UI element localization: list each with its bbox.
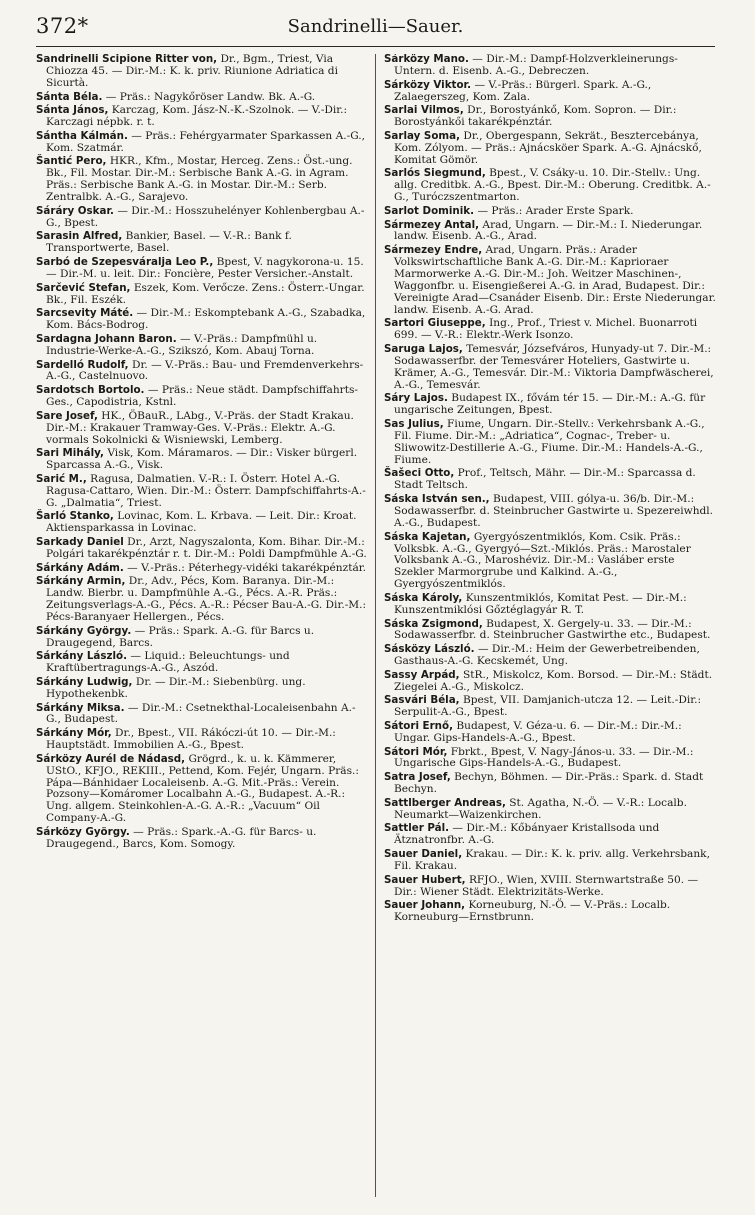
- entry-name: Sarlai Vilmos,: [384, 104, 464, 117]
- directory-entry: [384, 245, 717, 316]
- directory-entry: [384, 220, 717, 244]
- entry-details: — V.-Präs.: Dampfmühl u. Industrie-Werke-A.-G., Szikszó, Kom. Abauj Torna.: [46, 332, 318, 357]
- entry-name: Sartori Giuseppe,: [384, 317, 486, 330]
- entry-details: Fiume, Ungarn. Dir.-Stellv.: Verkehrsbank A.-G., Fil. Fiume. Dir.-M.: „Adriatica“, Cognac-, Treber- u. Sliwowitz-Destillerie A.-G., Fiume. Dir.-M.: Handels-A.-G., Fiume.: [394, 418, 705, 466]
- directory-entry: [384, 721, 717, 745]
- entry-name: Sauer Daniel,: [384, 848, 463, 861]
- entry-details: Ragusa, Dalmatien. V.-R.: I. Österr. Hotel A.-G. Ragusa-Cattaro, Wien. Dir.-M.: Österr. Dampfschiffahrts-A.-G. „Dalmatia“, Triest.: [46, 472, 366, 509]
- entry-name: Sasvári Béla,: [384, 694, 460, 707]
- entry-details: Budapest IX., fővám tér 15. — Dir.-M.: A.-G. für ungarische Zeitungen, Bpest.: [394, 392, 706, 417]
- directory-entry: [36, 703, 369, 727]
- directory-entry: [384, 875, 717, 899]
- entry-details: — Dir.-M.: Dampf-Holzverkleinerungs-Untern. d. Eisenb. A.-G., Debreczen.: [394, 54, 678, 77]
- directory-entry: [36, 411, 369, 447]
- entry-details: — Liquid.: Beleuchtungs- und Kraftübertragungs-A.-G., Aszód.: [46, 650, 290, 675]
- entry-details: — Präs.: Arader Erste Spark.: [477, 204, 634, 217]
- entry-name: Saruga Lajos,: [384, 343, 463, 356]
- entry-name: Sárközy Viktor.: [384, 78, 472, 91]
- entry-name: Sas Julius,: [384, 418, 444, 431]
- directory-entry: [36, 626, 369, 650]
- directory-entry: [36, 474, 369, 510]
- entry-name: Šarló Stanko,: [36, 510, 114, 523]
- directory-entry: [384, 823, 717, 847]
- entry-name: Sandrinelli Scipione Ritter von,: [36, 54, 218, 65]
- directory-entry: [384, 318, 717, 342]
- entry-name: Sáráry Oskar.: [36, 204, 114, 217]
- entry-details: Budapest, V. Géza-u. 6. — Dir.-M.: Dir.-M.: Ungar. Gips-Handels-A.-G., Bpest.: [394, 719, 682, 744]
- entry-details: Budapest, X. Gergely-u. 33. — Dir.-M.: Sodawasserfbr. d. Steinbrucher Gastwirthe etc., Budapest.: [394, 617, 711, 642]
- header-rule: [36, 46, 715, 47]
- directory-entry: [384, 695, 717, 719]
- entry-name: Sárkány Mór,: [36, 727, 112, 740]
- directory-entry: [384, 419, 717, 467]
- entry-name: Sari Mihály,: [36, 447, 104, 460]
- entry-details: — Dir.-M.: Heim der Gewerbetreibenden, Gasthaus-A.-G. Kecskemét, Ung.: [394, 643, 700, 668]
- directory-entry: [384, 900, 717, 924]
- directory-entry: [384, 494, 717, 530]
- entry-name: Sáry Lajos.: [384, 392, 448, 405]
- entry-name: Sánta Béla.: [36, 90, 103, 103]
- directory-entry: [36, 92, 369, 104]
- entry-name: Sarić M.,: [36, 472, 87, 485]
- running-head: Sandrinelli—Sauer.: [287, 16, 464, 37]
- directory-entry: [384, 532, 717, 592]
- directory-entry: [36, 334, 369, 358]
- entry-details: Bpest., V. Csáky-u. 10. Dir.-Stellv.: Ung. allg. Creditbk. A.-G., Bpest. Dir.-M.: Oberung. Creditbk. A.-G., Turóczszentmarton.: [394, 167, 711, 204]
- entry-details: Dr., Adv., Pécs, Kom. Baranya. Dir.-M.: Landw. Bierbr. u. Dampfmühle A.-G., Pécs. A.-R. Präs.: Zeitungsverlags-A.-G., Pécs. A.-R.: Pécser Bau-A.-G. Dir.-M.: Pécs-Baranyaer Hellergen., Pécs.: [46, 575, 367, 624]
- entry-name: Sásközy László.: [384, 643, 475, 656]
- entry-name: Sarcsevity Máté.: [36, 307, 134, 320]
- directory-entry: [36, 448, 369, 472]
- entry-name: Sáska Károly,: [384, 591, 463, 604]
- entry-details: Bpest, VII. Damjanich-utcza 12. — Leit.-Dir.: Serpulit-A.-G., Bpest.: [394, 694, 702, 719]
- entry-name: Sauer Johann,: [384, 899, 466, 912]
- entry-name: Sárközy György.: [36, 826, 130, 838]
- page-header: [36, 14, 715, 44]
- entry-details: Dr., Arzt, Nagyszalonta, Kom. Bihar. Dir.-M.: Polgári takarékpénztár r. t. Dir.-M.: Poldi Dampfmühle A.-G.: [46, 535, 367, 560]
- directory-entry: [384, 849, 717, 873]
- entry-name: Sare Josef,: [36, 409, 98, 422]
- entry-details: Krakau. — Dir.: K. k. priv. allg. Verkehrsbank, Fil. Krakau.: [394, 848, 710, 872]
- entry-name: Sarčević Stefan,: [36, 281, 131, 294]
- entry-details: — Dir.-M.: Kőbányaer Kristallsoda und Ätznatronfbr. A.-G.: [394, 822, 660, 847]
- entry-details: Grögrd., k. u. k. Kämmerer, UStO., KFJO., REKIII., Pettend, Kom. Fejér, Ungarn. Präs.: Pápa—Bánhidaer Localeisenb. A.-G. Mit.-Präs.: Verein. Pozsony—Komáromer Localbahn A.-G., Budapest. A.-R.: Ung. allgem. Steinkohlen-A.-G. A.-R.: „Vacuum“ Oil Company-A.-G.: [46, 752, 359, 825]
- entry-details: Dr. — V.-Präs.: Bau- und Fremdenverkehrs-A.-G., Castelnuovo.: [46, 358, 364, 383]
- entry-name: Sáska István sen.,: [384, 493, 490, 506]
- entry-details: — Präs.: Spark. A.-G. für Barcs u. Draugegend, Barcs.: [46, 624, 315, 649]
- entry-name: Sassy Arpád,: [384, 668, 460, 681]
- entry-details: Korneuburg, N.-Ö. — V.-Präs.: Localb. Korneuburg—Ernstbrunn.: [394, 899, 671, 924]
- directory-entry: [384, 131, 717, 167]
- directory-entry: [36, 677, 369, 701]
- entry-details: Temesvár, Józsefváros, Hunyady-ut 7. Dir.-M.: Sodawasserfbr. der Temesvárer Hoteliers, Gastwirte u. Krämer, A.-G., Temesvár. Dir.-M.: Viktoria Dampfwäscherei, A.-G., Temesvár.: [394, 343, 714, 391]
- directory-entry: [36, 156, 369, 204]
- entry-details: — Dir.-M.: Hosszuhelényer Kohlenbergbau A.-G., Bpest.: [46, 204, 365, 229]
- entry-details: — Dir.-M.: Eskomptebank A.-G., Szabadka, Kom. Bács-Bodrog.: [46, 307, 366, 332]
- directory-entry: [36, 257, 369, 281]
- directory-entry: [36, 54, 369, 90]
- entry-details: Arad, Ungarn. Präs.: Arader Volkswirtschaftliche Bank A.-G. Dir.-M.: Kaprioraer Marmorwerke A.-G. Dir.-M.: Joh. Weitzer Maschinen-, Waggonfbr. u. Eisengießerei A.-G. in Arad, Budapest. Dir.: Vereinigte Arad—Csanáder Eisenb. Dir.: Erste Niederungar. landw. Eisenb. A.-G. Arad.: [394, 244, 716, 316]
- directory-entry: [384, 468, 717, 492]
- entry-details: Ing., Prof., Triest v. Michel. Buonarroti 699. — V.-R.: Elektr.-Werk Isonzo.: [394, 317, 698, 342]
- entry-details: — Präs.: Nagykőröser Landw. Bk. A.-G.: [105, 90, 316, 103]
- directory-entry: [36, 283, 369, 307]
- directory-entry: [384, 798, 717, 822]
- directory-entry: [36, 308, 369, 332]
- entry-name: Sardagna Johann Baron.: [36, 332, 177, 345]
- entry-details: HK., ÖBauR., LAbg., V.-Präs. der Stadt Krakau. Dir.-M.: Krakauer Tramway-Ges. V.-Präs.: Elektr. A.-G. vormals Sokolnicki & Wisniewski, Lemberg.: [46, 409, 354, 446]
- entry-details: Dr. — Dir.-M.: Siebenbürg. ung. Hypothekenbk.: [46, 675, 306, 700]
- entry-name: Šašeci Otto,: [384, 467, 455, 480]
- entry-details: Gyergyószentmiklós, Kom. Csik. Präs.: Volksbk. A.-G., Gyergyó—Szt.-Miklós. Präs.: Marostaler Volksbank A.-G., Maroshéviz. Dir.-M.: Vasláber erste Szekler Marmorgrube und Kalkind. A.-G., Gyergyószentmiklós.: [394, 530, 691, 591]
- directory-entry: [384, 619, 717, 643]
- entry-details: St. Agatha, N.-Ö. — V.-R.: Localb. Neumarkt—Waizenkirchen.: [394, 796, 687, 821]
- left-column: [36, 54, 376, 1197]
- entry-details: Budapest, VIII. gólya-u. 36/b. Dir.-M.: Sodawasserfbr. d. Steinbrucher Gastwirte u. Spezereiwhdl. A.-G., Budapest.: [394, 493, 714, 529]
- entry-details: Lovinac, Kom. L. Krbava. — Leit. Dir.: Kroat. Aktiensparkassa in Lovinac.: [46, 510, 357, 535]
- entry-details: Kunszentmiklós, Komitat Pest. — Dir.-M.: Kunszentmiklósi Gőztéglagyár R. T.: [394, 591, 687, 616]
- entry-name: Sárkány László.: [36, 650, 128, 663]
- directory-columns: [36, 54, 717, 1197]
- directory-entry: [36, 105, 369, 129]
- directory-entry: [384, 54, 717, 78]
- entry-name: Sattlberger Andreas,: [384, 796, 506, 809]
- entry-name: Sátori Ernő,: [384, 719, 453, 732]
- directory-entry: [36, 231, 369, 255]
- directory-entry: [36, 537, 369, 561]
- entry-name: Sarasin Alfred,: [36, 230, 123, 243]
- entry-name: Sáska Kajetan,: [384, 530, 471, 543]
- directory-entry: [384, 772, 717, 796]
- entry-name: Sántha Kálmán.: [36, 129, 128, 142]
- directory-entry: [36, 360, 369, 384]
- page-number: 372*: [36, 14, 89, 38]
- directory-entry: [36, 385, 369, 409]
- directory-entry: [384, 670, 717, 694]
- entry-name: Sauer Hubert,: [384, 873, 466, 886]
- entry-details: Dr., Borostyánkő, Kom. Sopron. — Dir.: Borostyánkői takarékpénztár.: [394, 104, 677, 129]
- entry-name: Sáska Zsigmond,: [384, 617, 483, 630]
- directory-entry: [384, 593, 717, 617]
- entry-details: StR., Miskolcz, Kom. Borsod. — Dir.-M.: Städt. Ziegelei A.-G., Miskolcz.: [394, 668, 713, 693]
- directory-entry: [36, 576, 369, 624]
- directory-entry: [384, 393, 717, 417]
- entry-details: Dr., Obergespann, Sekrät., Besztercebánya, Kom. Zólyom. — Präs.: Ajnácsköer Spark. A.-G. Ajnácskő, Komitat Gömör.: [394, 129, 702, 166]
- entry-name: Sánta János,: [36, 104, 109, 117]
- directory-entry: [36, 754, 369, 825]
- entry-name: Sárkány György.: [36, 624, 132, 637]
- directory-entry: [36, 511, 369, 535]
- directory-entry: [384, 344, 717, 392]
- entry-name: Sármezey Antal,: [384, 218, 480, 231]
- entry-name: Sarkady Daniel: [36, 535, 124, 548]
- entry-details: — Dir.-M.: Csetnekthal-Localeisenbahn A.-G., Budapest.: [46, 701, 356, 726]
- directory-entry: [36, 206, 369, 230]
- entry-name: Sarlós Siegmund,: [384, 167, 486, 180]
- entry-name: Sárközy Aurél de Nádasd,: [36, 752, 186, 765]
- entry-details: Bankier, Basel. — V.-R.: Bank f. Transportwerte, Basel.: [46, 230, 292, 255]
- entry-details: Eszek, Kom. Verőcze. Zens.: Österr.-Ungar. Bk., Fil. Eszék.: [46, 281, 365, 306]
- entry-details: Dr., Bpest., VII. Rákóczi-út 10. — Dir.-M.: Hauptstädt. Immobilien A.-G., Bpest.: [46, 727, 336, 752]
- entry-details: Prof., Teltsch, Mähr. — Dir.-M.: Sparcassa d. Stadt Teltsch.: [394, 467, 696, 492]
- directory-entry: [384, 105, 717, 129]
- entry-name: Šantić Pero,: [36, 155, 107, 168]
- directory-entry: [384, 206, 717, 218]
- directory-entry: [36, 728, 369, 752]
- entry-name: Sarbó de Szepesváralja Leo P.,: [36, 256, 214, 269]
- entry-details: — Präs.: Spark.-A.-G. für Barcs- u. Draugegend., Barcs, Kom. Somogy.: [46, 826, 317, 850]
- entry-details: Karczag, Kom. Jász-N.-K.-Szolnok. — V.-Dir.: Karczagi népbk. r. t.: [46, 104, 348, 129]
- entry-name: Sardelló Rudolf,: [36, 358, 129, 371]
- directory-entry: [36, 563, 369, 575]
- entry-name: Sárkány Ludwig,: [36, 675, 133, 688]
- directory-entry: [36, 651, 369, 675]
- entry-details: Visk, Kom. Máramaros. — Dir.: Visker bürgerl. Sparcassa A.-G., Visk.: [46, 447, 358, 472]
- entry-name: Sárközy Mano.: [384, 54, 469, 65]
- entry-details: Arad, Ungarn. — Dir.-M.: I. Niederungar. landw. Eisenb. A.-G., Arad.: [394, 218, 703, 243]
- right-column: [384, 54, 717, 1197]
- entry-name: Sármezey Endre,: [384, 244, 483, 257]
- entry-details: HKR., Kfm., Mostar, Herceg. Zens.: Öst.-ung. Bk., Fil. Mostar. Dir.-M.: Serbische Bank A.-G. in Agram. Präs.: Serbische Bank A.-G. in Mostar. Dir.-M.: Serb. Zentralbk. A.-G., Sarajevo.: [46, 155, 353, 204]
- entry-details: Fbrkt., Bpest, V. Nagy-János-u. 33. — Dir.-M.: Ungarische Gips-Handels-A.-G., Budapest.: [394, 745, 694, 770]
- entry-name: Sarlay Soma,: [384, 129, 460, 142]
- entry-name: Sárkány Adám.: [36, 561, 124, 574]
- entry-details: — Präs.: Fehérgyarmater Sparkassen A.-G., Kom. Szatmár.: [46, 129, 366, 154]
- directory-entry: [384, 168, 717, 204]
- entry-details: — Präs.: Neue städt. Dampfschiffahrts-Ges., Capodistria, Kstnl.: [46, 384, 358, 409]
- directory-entry: [384, 747, 717, 771]
- entry-details: Bpest, V. nagykorona-u. 15. — Dir.-M. u. leit. Dir.: Foncière, Pester Versicher.-Anstalt.: [46, 256, 364, 280]
- entry-name: Sardotsch Bortolo.: [36, 384, 145, 397]
- entry-name: Sárkány Armin,: [36, 575, 126, 588]
- entry-details: — V.-Präs.: Bürgerl. Spark. A.-G., Zalaegerszeg, Kom. Zala.: [394, 78, 652, 103]
- entry-details: — V.-Präs.: Péterhegy-vidéki takarékpénztár.: [127, 561, 367, 574]
- directory-entry: [384, 644, 717, 668]
- entry-name: Sarlot Dominik.: [384, 204, 475, 217]
- entry-details: Bechyn, Böhmen. — Dir.-Präs.: Spark. d. Stadt Bechyn.: [394, 771, 704, 796]
- directory-entry: [384, 80, 717, 104]
- entry-name: Sátori Mór,: [384, 745, 448, 758]
- entry-name: Satra Josef,: [384, 771, 451, 784]
- entry-details: RFJO., Wien, XVIII. Sternwartstraße 50. — Dir.: Wiener Städt. Elektrizitäts-Werke.: [394, 873, 699, 898]
- entry-name: Sárkány Miksa.: [36, 701, 125, 714]
- entry-details: Dr., Bgm., Triest, Via Chiozza 45. — Dir.-M.: K. k. priv. Riunione Adriatica di Sicurtà.: [46, 54, 338, 89]
- directory-entry: [36, 827, 369, 851]
- entry-name: Sattler Pál.: [384, 822, 450, 835]
- directory-entry: [36, 131, 369, 155]
